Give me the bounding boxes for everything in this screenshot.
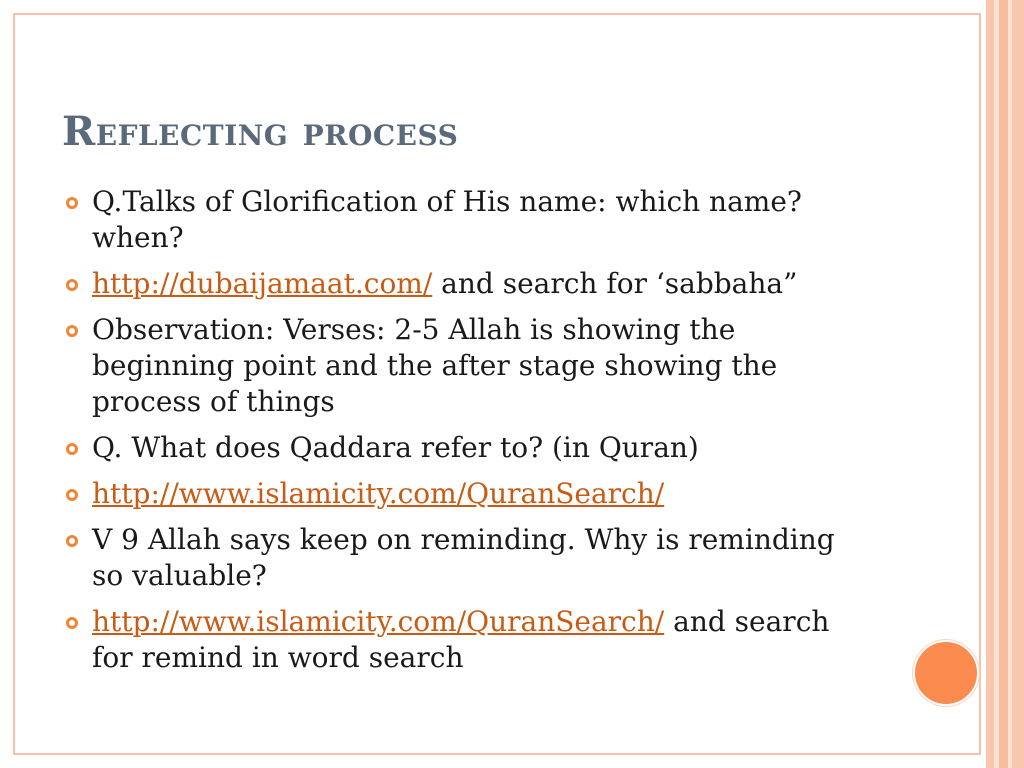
decorative-stripe [986, 0, 994, 768]
bullet-circle-icon [66, 489, 78, 501]
bullet-item [66, 604, 846, 676]
slide-title: Reflecting process [62, 108, 459, 155]
islamicity-quran-search-link[interactable]: http://www.islamicity.com/QuranSearch/ [92, 605, 665, 638]
decorative-stripe [999, 0, 1008, 768]
bullet-item [66, 430, 846, 466]
islamicity-quran-search-link[interactable]: http://www.islamicity.com/QuranSearch/ [92, 477, 665, 510]
bullet-item [66, 312, 846, 420]
bullet-text: Q.Talks of Glorification of His name: which name? when? [92, 185, 802, 254]
bullet-circle-icon [66, 197, 78, 209]
bullet-circle-icon [66, 279, 78, 291]
bullet-item [66, 476, 846, 512]
bullet-circle-icon [66, 325, 78, 337]
bullet-item [66, 522, 846, 594]
frame-border-top [13, 13, 981, 15]
bullet-circle-icon [66, 535, 78, 547]
dubaijamaat-link[interactable]: http://dubaijamaat.com/ [92, 267, 433, 300]
bullet-text: and search for remind in word search [92, 605, 830, 674]
frame-border-left [13, 13, 15, 755]
bullet-list [66, 184, 846, 686]
frame-border-right [979, 13, 981, 755]
bullet-text: V 9 Allah says keep on reminding. Why is reminding so valuable? [92, 523, 835, 592]
bullet-circle-icon [66, 617, 78, 629]
bullet-item [66, 184, 846, 256]
bullet-circle-icon [66, 443, 78, 455]
bullet-item [66, 266, 846, 302]
bullet-text: and search for ‘sabbaha” [432, 267, 798, 300]
bullet-text: Q. What does Qaddara refer to? (in Quran) [92, 431, 699, 464]
decorative-stripe [1012, 0, 1024, 768]
decorative-circle [913, 640, 979, 706]
bullet-text: Observation: Verses: 2-5 Allah is showing the beginning point and the after stage showing the process of things [92, 313, 778, 418]
frame-border-bottom [13, 753, 981, 755]
